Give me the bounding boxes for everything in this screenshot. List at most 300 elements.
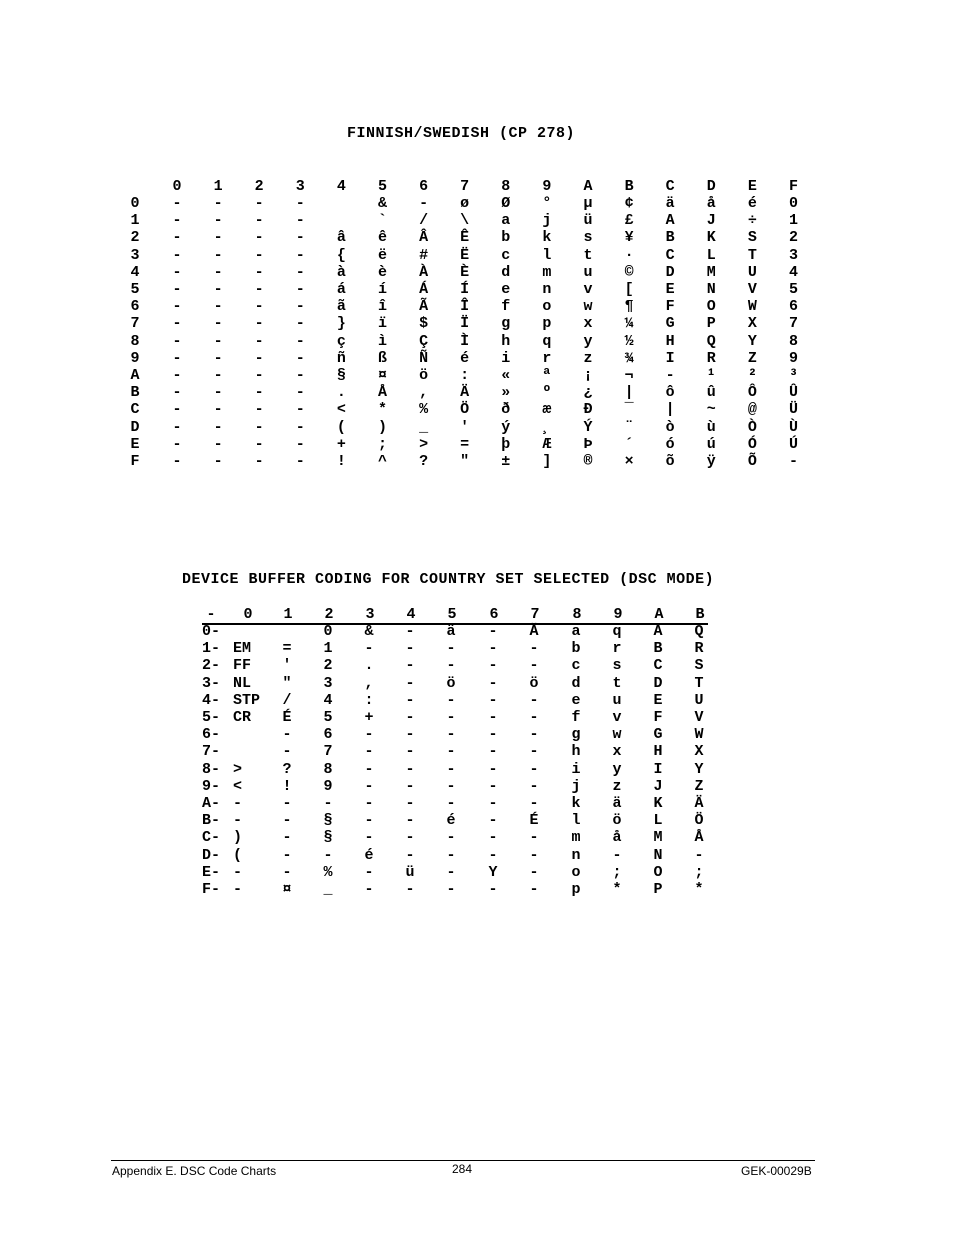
column-header: 0 [172,178,182,195]
column-header: 2 [324,606,334,623]
table-cell: v [612,709,622,726]
table-cell: - [405,691,415,709]
row-header: 8- [202,760,221,778]
table-cell: Y [694,760,704,778]
table-cell: ® [583,453,593,470]
table-cell: - [446,829,456,847]
table-cell: g [501,315,511,333]
table-cell: t [583,246,593,264]
table-cell: q [612,623,622,640]
column-header: 4 [406,606,416,623]
table-cell: h [501,332,511,350]
table-cell: · [624,246,634,264]
table-cell: ð [501,401,511,419]
table-cell: ó [665,435,675,453]
table-cell: : [364,691,374,709]
table-cell: ä [665,195,675,212]
table-cell: ä [612,795,622,812]
table-cell: # [419,246,429,264]
table-cell: E [665,281,675,298]
table-cell: - [446,709,456,726]
table-cell: 1 [323,640,333,658]
table-cell: r [612,640,622,658]
table-cell: ¬ [624,367,634,384]
table-cell: - [446,863,456,881]
table-cell: - [446,846,456,864]
table-cell: NL [233,674,252,692]
row-header: 9- [202,777,221,795]
table-cell: - [282,795,292,812]
table-cell: - [295,453,305,470]
table-cell: / [282,691,292,709]
table-cell: 7 [323,743,333,761]
table-cell: - [364,640,374,658]
row-header: B [130,384,140,402]
table-cell: 0 [788,195,798,212]
table-cell: ~ [706,401,716,419]
table-cell: - [529,743,539,761]
table-cell: d [571,674,581,692]
table-cell: k [542,229,552,247]
row-header: 4 [130,263,140,281]
table-cell: V [747,281,757,298]
table-cell: 2 [323,657,333,675]
row-header: C- [202,829,221,847]
table-cell: - [295,418,305,436]
table-cell: 4 [788,263,798,281]
row-header: 6 [130,298,140,316]
table-cell: - [254,401,264,419]
table-cell: ? [419,453,429,470]
table-cell: _ [323,881,333,898]
table-cell: N [706,281,716,298]
table-cell: - [488,657,498,675]
table-cell: Û [788,384,798,402]
table-cell: 4 [323,691,333,709]
table-cell: ; [612,863,622,881]
table-cell: - [295,212,305,230]
table-cell: Ù [788,418,798,436]
table-cell: - [213,298,223,316]
table-cell: ã [336,298,346,316]
table-cell: - [364,760,374,778]
table-cell: n [571,846,581,864]
table-cell: ¹ [706,367,716,384]
table-cell: - [446,743,456,761]
table-cell: B [665,229,675,247]
table-cell: Ï [460,315,470,333]
table-cell: ¿ [583,384,593,402]
table-cell: o [571,863,581,881]
table-cell: - [295,263,305,281]
table-cell: - [529,691,539,709]
row-header: A- [202,795,221,812]
table-cell: ' [282,657,292,675]
table-cell: t [612,674,622,692]
table-cell: s [612,657,622,675]
column-header: E [747,178,757,195]
column-header: B [624,178,634,195]
table-cell: ì [377,332,387,350]
table-cell: = [282,640,292,658]
table-cell: & [377,195,387,212]
table-cell: - [405,846,415,864]
column-header: - [206,606,216,623]
table-cell: ) [377,418,387,436]
table-cell: - [446,691,456,709]
table-cell: - [488,812,498,830]
table-cell: - [364,863,374,881]
row-header: F- [202,881,221,898]
table-cell: Ó [747,435,757,453]
table-cell: - [213,349,223,367]
table-cell: ÷ [747,212,757,230]
table-cell: { [336,246,346,264]
row-header: 7- [202,743,221,761]
table-cell: ¯ [624,401,634,419]
table-cell: D [665,263,675,281]
table-cell: L [706,246,716,264]
table-cell: - [213,246,223,264]
table-cell: - [295,229,305,247]
table-cell: Ë [460,246,470,264]
table-cell: - [213,281,223,298]
table-cell: « [501,367,511,384]
table-cell: - [295,315,305,333]
table-cell: Î [460,298,470,316]
table-cell: µ [583,195,593,212]
table-cell: - [213,332,223,350]
table-cell: 3 [788,246,798,264]
table-cell: ¤ [377,367,387,384]
table-cell: F [653,709,663,726]
table-cell: } [336,315,346,333]
table-cell: x [612,743,622,761]
table-cell: Ã [419,298,429,316]
table-cell: EM [233,640,252,658]
table-cell: ° [542,195,552,212]
table-cell: C [665,246,675,264]
row-header: D [130,418,140,436]
table-cell: - [364,795,374,812]
table-cell: - [364,881,374,898]
table-cell: - [254,229,264,247]
table-cell: < [233,777,243,795]
table-cell: ^ [377,453,387,470]
table-cell: 0 [323,623,333,640]
table-cell: ] [542,453,552,470]
table-cell: T [694,674,704,692]
row-header: B- [202,812,221,830]
table-cell: - [172,229,182,247]
table-cell: W [747,298,757,316]
table-cell: - [282,743,292,761]
table-cell: à [336,263,346,281]
table-cell: - [213,315,223,333]
table-cell: Æ [542,435,552,453]
table-cell: Â [419,229,429,247]
table-cell: Ç [419,332,429,350]
table-cell: p [542,315,552,333]
table-cell: £ [624,212,634,230]
table-cell: - [694,846,704,864]
table-cell: - [172,401,182,419]
row-header: D- [202,846,221,864]
table-cell: - [665,367,675,384]
table-cell: - [364,829,374,847]
table-cell: - [405,881,415,898]
table-cell: j [542,212,552,230]
table-cell: ï [377,315,387,333]
footer-left: Appendix E. DSC Code Charts [112,1164,277,1178]
table-cell: - [788,453,798,470]
table-cell: - [213,195,223,212]
table-cell: C [653,657,663,675]
table-cell: - [295,195,305,212]
table-cell: b [571,640,581,658]
table-cell: ü [405,863,415,881]
table-cell: - [213,435,223,453]
table-cell: Õ [747,453,757,470]
table-cell: b [501,229,511,247]
table-cell: - [295,401,305,419]
table-cell: È [460,263,470,281]
table-cell: - [529,881,539,898]
column-header: 3 [365,606,375,623]
table-cell: " [460,453,470,470]
table-cell: - [295,349,305,367]
table-cell: j [571,777,581,795]
table-cell: R [706,349,716,367]
table-cell: - [529,863,539,881]
table-cell: ; [377,435,387,453]
table-cell: O [706,298,716,316]
table-cell: Ñ [419,349,429,367]
table-cell: - [405,795,415,812]
table-cell: FF [233,657,252,675]
table-cell: - [405,640,415,658]
table-cell: õ [665,453,675,470]
table-cell: : [460,367,470,384]
table-cell: - [254,384,264,402]
table-cell: , [364,674,374,692]
table-cell: Ê [460,229,470,247]
table-cell: ò [665,418,675,436]
table-cell: ! [336,453,346,470]
table-cell: - [172,418,182,436]
table-cell: æ [542,401,552,419]
table-cell: I [665,349,675,367]
table-cell: Ö [460,401,470,419]
table-cell: - [172,349,182,367]
table-cell: - [172,263,182,281]
table-cell: - [172,315,182,333]
footer-divider [111,1160,815,1161]
table-cell: - [254,281,264,298]
column-header: 8 [501,178,511,195]
table-cell: Á [419,281,429,298]
table-cell: Z [747,349,757,367]
table-cell: q [542,332,552,350]
table-cell: - [172,384,182,402]
table-cell: K [653,795,663,812]
table-cell: - [295,367,305,384]
table2-title: DEVICE BUFFER CODING FOR COUNTRY SET SELECTED (DSC MODE) [182,571,715,588]
table-cell: - [254,263,264,281]
table-cell: » [501,384,511,402]
table-cell: x [583,315,593,333]
table-cell: 1 [788,212,798,230]
table-cell: Ò [747,418,757,436]
table-cell: º [542,384,552,402]
table-cell: Ø [501,195,511,212]
row-header: E [130,435,140,453]
table-cell: Ü [788,401,798,419]
table-cell: * [694,881,704,898]
table-cell: - [233,812,243,830]
table-cell: - [323,846,333,864]
table-cell: û [706,384,716,402]
column-header: 5 [447,606,457,623]
table-cell: Q [694,623,704,640]
table-cell: - [282,829,292,847]
table-cell: Q [706,332,716,350]
table-cell: i [571,760,581,778]
table-cell: * [612,881,622,898]
table-cell: Ö [694,812,704,830]
table-cell: - [364,726,374,744]
table-cell: - [488,726,498,744]
table-cell: - [364,743,374,761]
table-cell: - [213,212,223,230]
table-cell: ¡ [583,367,593,384]
table-cell: e [501,281,511,298]
table-cell: - [282,863,292,881]
table-cell: ê [377,229,387,247]
table-cell: - [488,640,498,658]
table-cell: - [295,246,305,264]
table-cell: Ý [583,418,593,436]
table-cell: _ [419,418,429,436]
table-cell: 5 [788,281,798,298]
table-cell: - [446,657,456,675]
table-cell: § [336,367,346,384]
table-cell: " [282,674,292,692]
table-cell: G [653,726,663,744]
table-cell: å [706,195,716,212]
table-cell: 3 [323,674,333,692]
table-cell: > [233,760,243,778]
table-cell: - [405,812,415,830]
table-cell: % [419,401,429,419]
table-cell: CR [233,709,252,726]
column-header: 6 [419,178,429,195]
table-cell: h [571,743,581,761]
table-cell: - [364,812,374,830]
table-cell: z [583,349,593,367]
table-cell: ( [233,846,243,864]
table-cell: c [571,657,581,675]
row-header: 2 [130,229,140,247]
column-header: 7 [530,606,540,623]
table-cell: ¤ [282,881,292,898]
table-cell: - [488,846,498,864]
table-cell: É [282,709,292,726]
table-cell: - [233,795,243,812]
table-cell: Ð [583,401,593,419]
table-cell: - [172,332,182,350]
table-cell: m [542,263,552,281]
table-cell: - [323,795,333,812]
table-cell: î [377,298,387,316]
table-cell: á [336,281,346,298]
table-cell: - [172,212,182,230]
table-cell: - [488,709,498,726]
column-header: 3 [295,178,305,195]
table-cell: ö [446,674,456,692]
table-cell: - [213,263,223,281]
table-cell: - [529,846,539,864]
table-cell: - [488,829,498,847]
table-cell: P [706,315,716,333]
table-cell: ³ [788,367,798,384]
table-cell: U [747,263,757,281]
table-cell: u [583,263,593,281]
table-cell: - [405,726,415,744]
table-cell: - [405,829,415,847]
table-cell: ë [377,246,387,264]
table-cell: c [501,246,511,264]
table-cell: 6 [788,298,798,316]
table-cell: / [419,212,429,230]
table-cell: - [172,453,182,470]
table-cell: - [529,726,539,744]
table-cell: Ú [788,435,798,453]
table-cell: - [446,760,456,778]
table-cell: l [542,246,552,264]
table-cell: ¾ [624,349,634,367]
row-header: 5 [130,281,140,298]
table-cell: - [213,401,223,419]
row-header: C [130,401,140,419]
table-cell: - [213,453,223,470]
table-cell: - [295,435,305,453]
table-cell: 9 [323,777,333,795]
table-cell: N [653,846,663,864]
table-cell: D [653,674,663,692]
table-cell: - [233,881,243,898]
table-cell: ß [377,349,387,367]
table-cell: - [419,195,429,212]
table-cell: ! [282,777,292,795]
table-cell: ø [460,195,470,212]
table-cell: ª [542,367,552,384]
table-cell: - [254,453,264,470]
table-cell: ' [460,418,470,436]
table-cell: X [694,743,704,761]
table-cell: - [254,349,264,367]
table-cell: ñ [336,349,346,367]
table-cell: ¥ [624,229,634,247]
table-cell: ´ [624,435,634,453]
table-cell: - [172,298,182,316]
table-cell: k [571,795,581,812]
table-cell: - [282,726,292,744]
column-header: D [706,178,716,195]
table-cell: - [254,246,264,264]
table-cell: - [488,760,498,778]
table-cell: Þ [583,435,593,453]
